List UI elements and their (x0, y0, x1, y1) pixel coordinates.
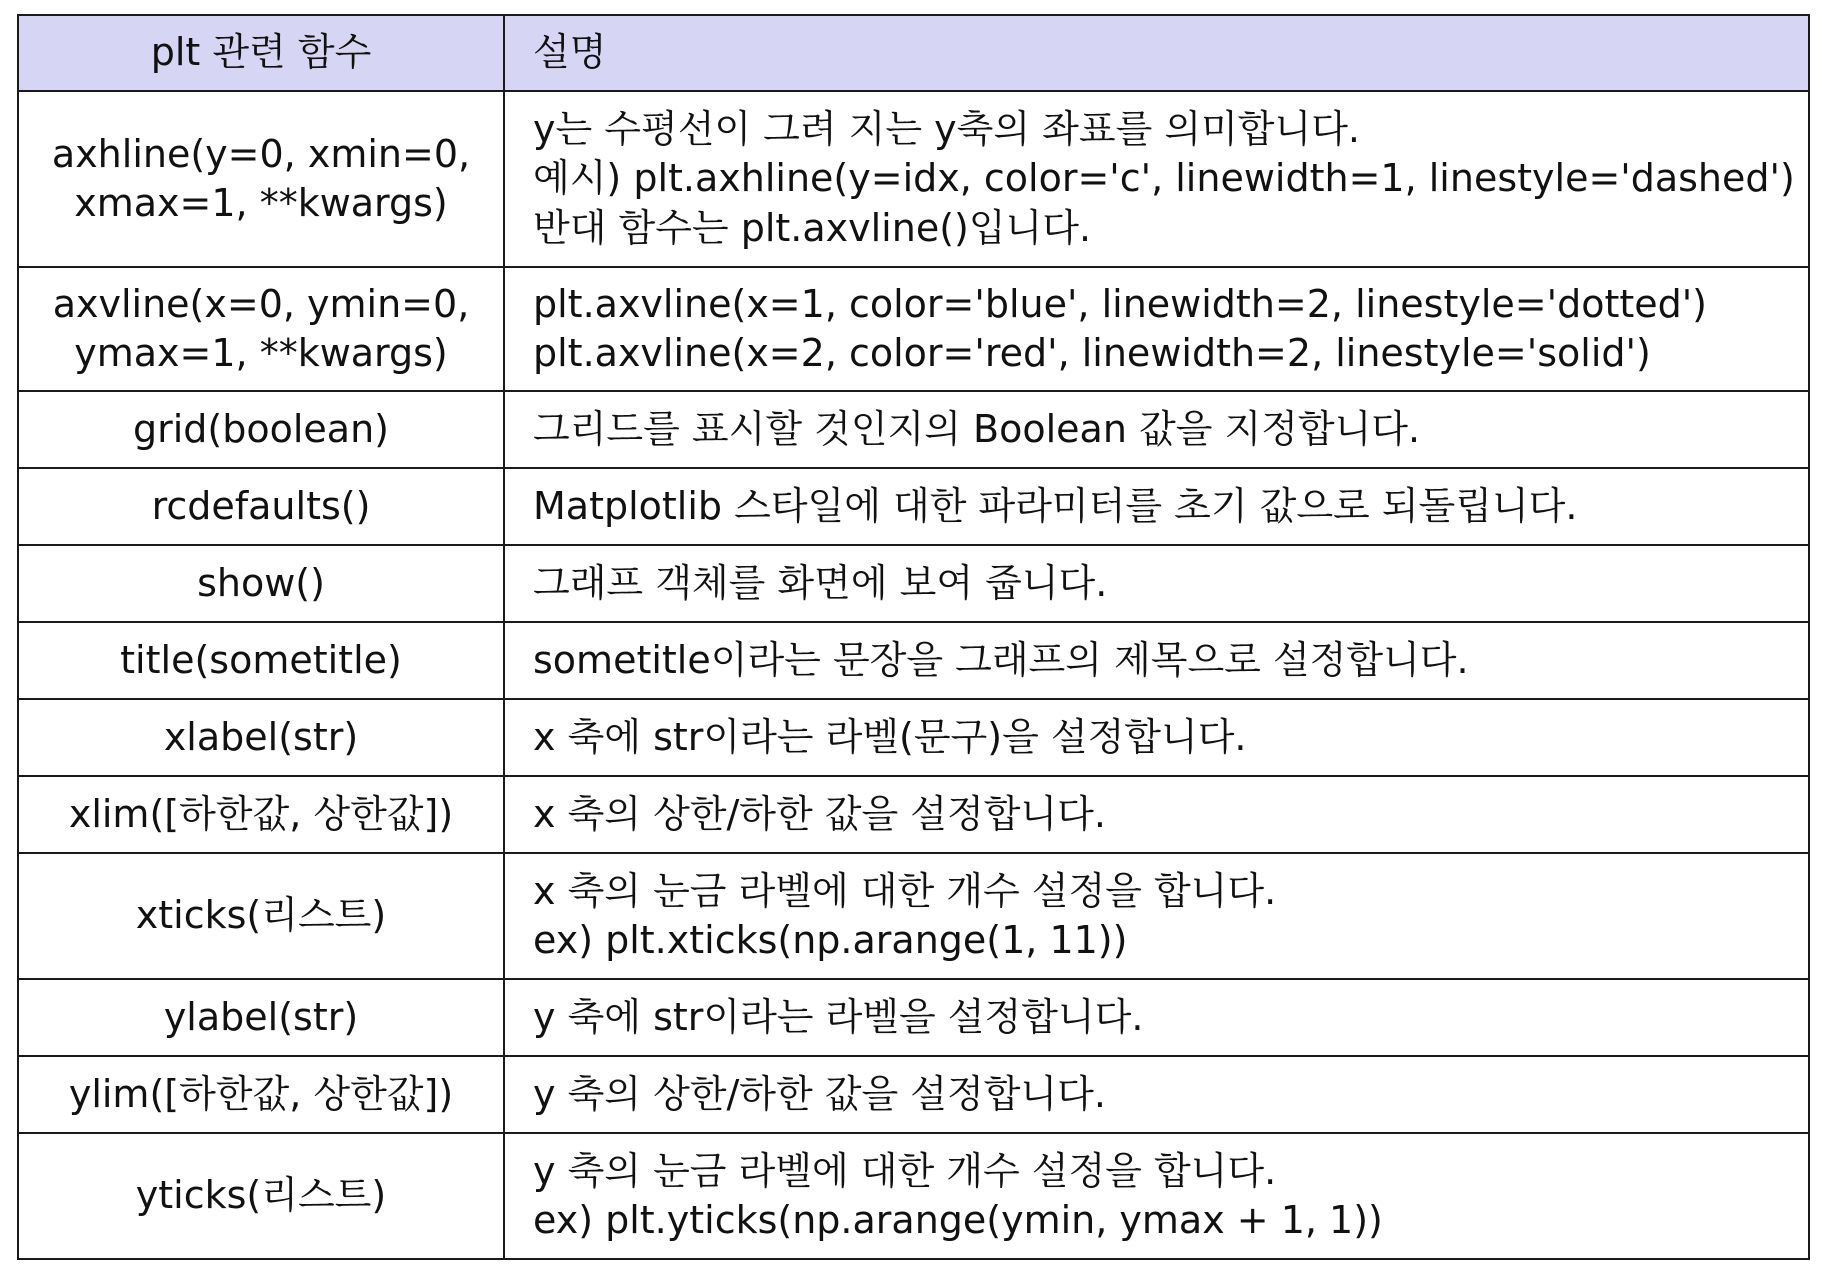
header-function: plt 관련 함수 (18, 15, 504, 91)
description-text: y 축의 상한/하한 값을 설정합니다. (533, 1071, 1106, 1116)
function-text: ylim([하한값, 상한값]) (68, 1071, 454, 1116)
function-cell (18, 91, 504, 267)
description-text: 그래프 객체를 화면에 보여 줍니다. (533, 560, 1108, 605)
description-cell (504, 979, 1809, 1056)
description-cell (504, 391, 1809, 468)
description-text: ex) plt.xticks(np.arange(1, 11)) (533, 918, 1128, 962)
description-text: plt.axvline(x=2, color='red', linewidth=2, linestyle='solid') (533, 331, 1651, 375)
function-cell (18, 622, 504, 699)
description-text: plt.axvline(x=1, color='blue', linewidth=2, linestyle='dotted') (533, 281, 1708, 326)
description-cell (504, 1056, 1809, 1133)
function-text: xmax=1, **kwargs) (74, 181, 448, 225)
table-header-row (18, 15, 1809, 91)
description-cell (504, 1133, 1809, 1259)
table-row (18, 1056, 1809, 1133)
description-cell (504, 853, 1809, 979)
description-text: sometitle이라는 문장을 그래프의 제목으로 설정합니다. (533, 637, 1469, 682)
function-cell (18, 1133, 504, 1259)
function-cell (18, 776, 504, 853)
function-cell (18, 699, 504, 776)
description-text: 그리드를 표시할 것인지의 Boolean 값을 지정합니다. (533, 406, 1421, 451)
description-cell (504, 776, 1809, 853)
description-cell (504, 468, 1809, 545)
function-cell (18, 468, 504, 545)
table-row (18, 699, 1809, 776)
function-cell (18, 1056, 504, 1133)
table-row (18, 391, 1809, 468)
description-text: ex) plt.yticks(np.arange(ymin, ymax + 1, 1)) (533, 1198, 1383, 1242)
description-text: x 축의 눈금 라벨에 대한 개수 설정을 합니다. (533, 868, 1277, 913)
function-reference-table (17, 14, 1810, 1260)
header-description: 설명 (504, 15, 1809, 91)
table-row (18, 91, 1809, 267)
function-cell (18, 391, 504, 468)
function-cell (18, 853, 504, 979)
table-row (18, 853, 1809, 979)
table-row (18, 776, 1809, 853)
function-text: ylabel(str) (163, 994, 359, 1039)
description-text: y 축의 눈금 라벨에 대한 개수 설정을 합니다. (533, 1148, 1277, 1193)
table-row (18, 1133, 1809, 1259)
function-text: show() (197, 560, 325, 605)
function-text: rcdefaults() (151, 483, 371, 528)
description-cell (504, 267, 1809, 391)
function-cell (18, 979, 504, 1056)
table-row (18, 545, 1809, 622)
function-text: axvline(x=0, ymin=0, (52, 281, 470, 326)
function-text: xticks(리스트) (135, 893, 387, 938)
table-row (18, 979, 1809, 1056)
function-cell (18, 267, 504, 391)
function-cell (18, 545, 504, 622)
function-text: grid(boolean) (133, 406, 389, 451)
description-cell (504, 545, 1809, 622)
table-row (18, 622, 1809, 699)
function-text: yticks(리스트) (135, 1173, 387, 1218)
description-text: y는 수평선이 그려 지는 y축의 좌표를 의미합니다. (533, 106, 1360, 151)
description-text: Matplotlib 스타일에 대한 파라미터를 초기 값으로 되돌립니다. (533, 483, 1578, 528)
description-text: y 축에 str이라는 라벨을 설정합니다. (533, 994, 1144, 1039)
table-row (18, 468, 1809, 545)
description-text: 반대 함수는 plt.axvline()입니다. (533, 205, 1092, 250)
description-cell (504, 699, 1809, 776)
function-text: axhline(y=0, xmin=0, (51, 131, 471, 176)
description-cell (504, 622, 1809, 699)
function-text: xlabel(str) (163, 714, 359, 759)
function-text: xlim([하한값, 상한값]) (68, 791, 454, 836)
function-text: ymax=1, **kwargs) (74, 331, 448, 375)
description-text: x 축에 str이라는 라벨(문구)을 설정합니다. (533, 714, 1247, 759)
description-text: 예시) plt.axhline(y=idx, color='c', linewidth=1, linestyle='dashed') (533, 156, 1795, 201)
description-cell (504, 91, 1809, 267)
table-row (18, 267, 1809, 391)
description-text: x 축의 상한/하한 값을 설정합니다. (533, 791, 1106, 836)
function-text: title(sometitle) (120, 637, 402, 682)
